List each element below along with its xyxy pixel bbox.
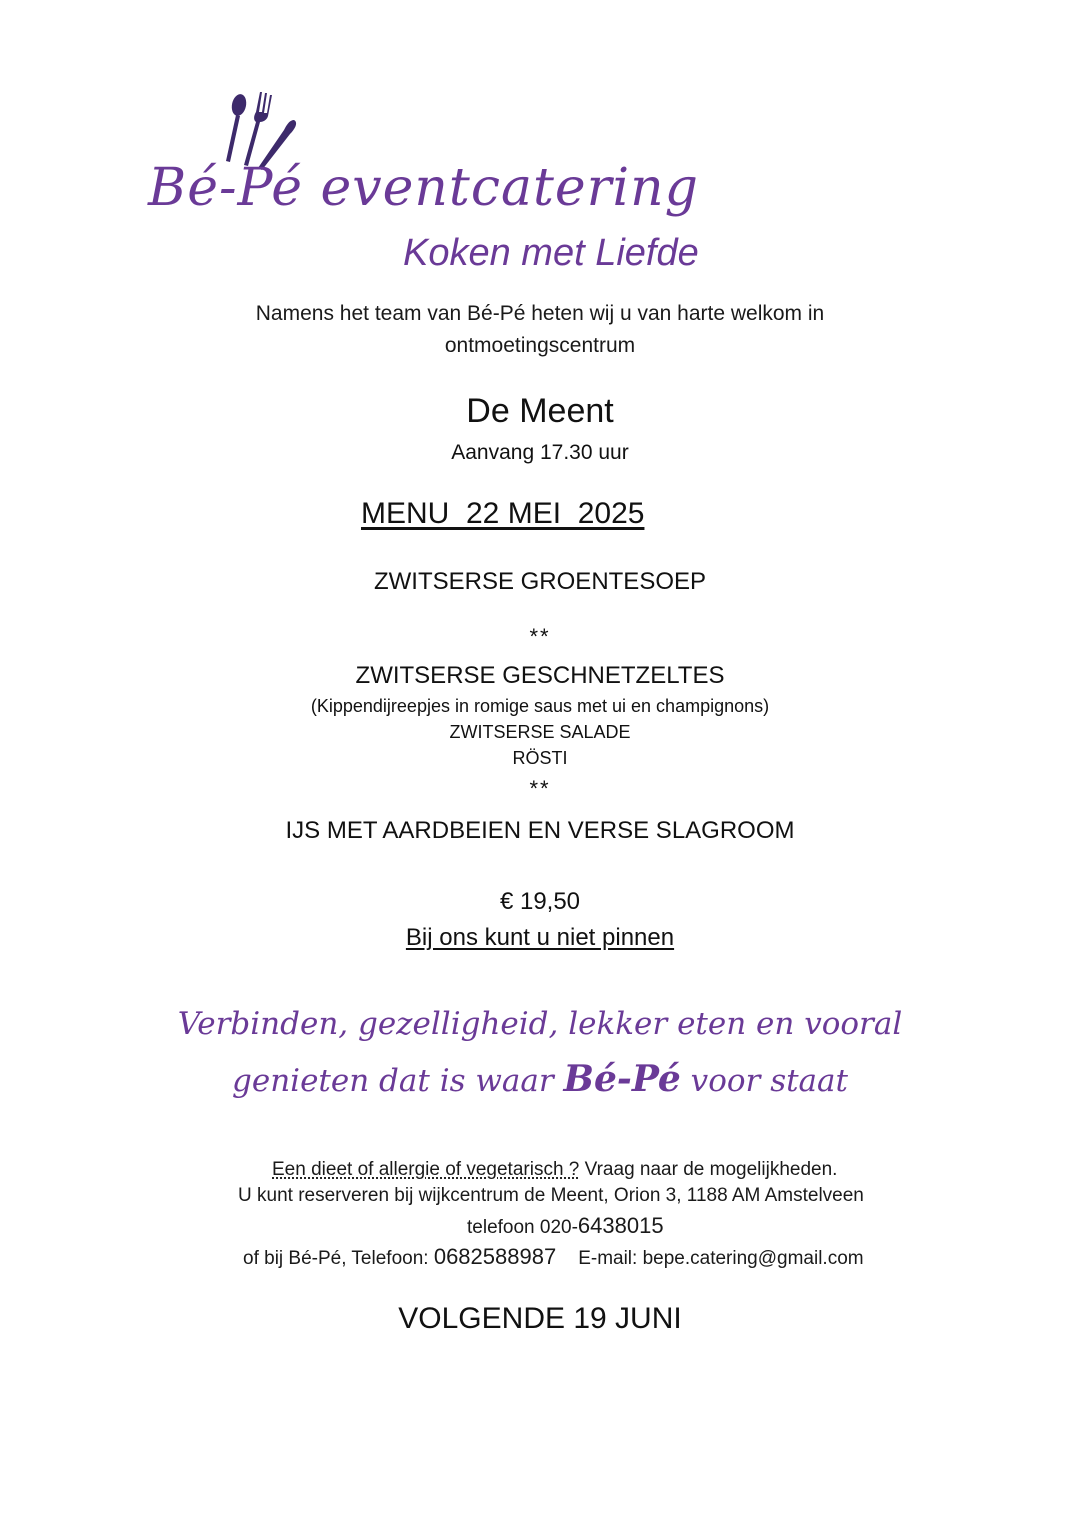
- bepe-contact: [243, 1244, 864, 1270]
- price: € 19,50: [499, 888, 581, 915]
- bepe-phone-label: of bij Bé-Pé, Telefoon:: [243, 1248, 434, 1269]
- course-separator: **: [529, 624, 551, 649]
- menu-side-rosti: RÖSTI: [512, 748, 568, 768]
- slogan-brand: Bé-Pé: [563, 1058, 681, 1100]
- diet-note: [272, 1159, 837, 1181]
- menu-main-description: (Kippendijreepjes in romige saus met ui en champignons): [310, 696, 770, 716]
- slogan-line-1: Verbinden, gezelligheid, lekker eten en vooral: [177, 1006, 903, 1042]
- next-date: VOLGENDE 19 JUNI: [398, 1302, 682, 1335]
- brand-title: Bé-Pé eventcatering: [148, 158, 699, 218]
- venue-phone-number: 6438015: [577, 1213, 664, 1238]
- menu-starter: ZWITSERSE GROENTESOEP: [373, 568, 707, 595]
- menu-side-salad: ZWITSERSE SALADE: [449, 722, 631, 742]
- welcome-line-1: Namens het team van Bé-Pé heten wij u van harte welkom in: [255, 302, 825, 325]
- slogan-suffix: voor staat: [680, 1063, 848, 1099]
- menu-dessert: IJS MET AARDBEIEN EN VERSE SLAGROOM: [285, 817, 795, 844]
- diet-suffix: Vraag naar de mogelijkheden.: [579, 1159, 838, 1180]
- welcome-text: [0, 298, 1080, 362]
- slogan-line-2: [0, 1058, 1080, 1100]
- bepe-phone-number: 0682588987: [433, 1244, 557, 1269]
- tagline: Koken met Liefde: [403, 232, 699, 274]
- menu-title: MENU 22 MEI 2025: [361, 497, 645, 530]
- email-address: E-mail: bepe.catering@gmail.com: [578, 1248, 864, 1269]
- reservation-info: U kunt reserveren bij wijkcentrum de Meent, Orion 3, 1188 AM Amstelveen: [238, 1185, 864, 1206]
- slogan-prefix: genieten dat is waar: [232, 1063, 564, 1099]
- venue-phone-label: telefoon 020-: [467, 1217, 578, 1238]
- menu-main: ZWITSERSE GESCHNETZELTES: [355, 662, 725, 689]
- start-time: Aanvang 17.30 uur: [451, 441, 629, 464]
- welcome-line-2: ontmoetingscentrum: [444, 334, 636, 357]
- diet-question: Een dieet of allergie of vegetarisch ?: [272, 1159, 580, 1180]
- venue-phone: [467, 1213, 664, 1239]
- payment-note: Bij ons kunt u niet pinnen: [405, 924, 675, 951]
- course-separator: **: [529, 776, 551, 801]
- venue-name: De Meent: [466, 392, 614, 430]
